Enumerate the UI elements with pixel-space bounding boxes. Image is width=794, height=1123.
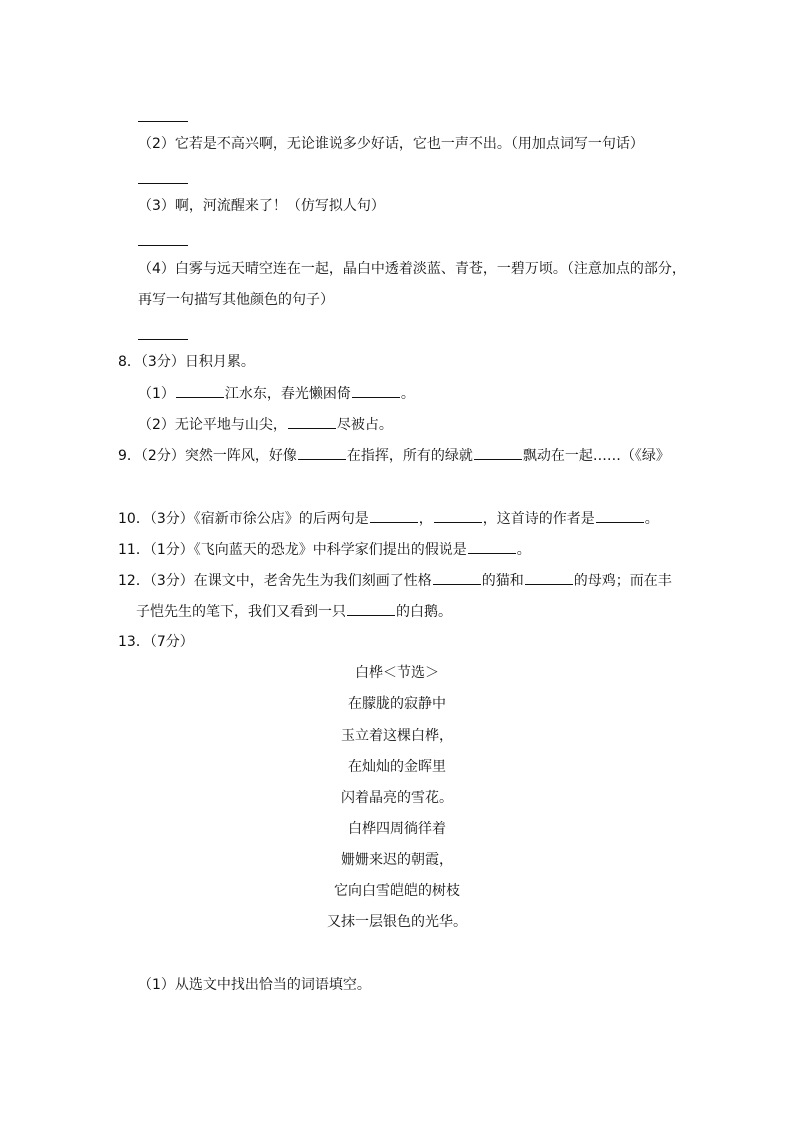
blank[interactable] — [288, 414, 336, 429]
q11-text-a: 11．（1分）《飞向蓝天的恐龙》中科学家们提出的假说是 — [118, 542, 467, 558]
blank[interactable] — [352, 383, 400, 398]
q12-line2 — [136, 601, 452, 622]
q7-sub3: （3）啊，河流醒来了！（仿写拟人句） — [138, 198, 385, 214]
blank[interactable] — [596, 508, 644, 523]
poem-line: 玉立着这棵白桦， — [341, 728, 453, 744]
poem-title: 白桦＜节选＞ — [355, 665, 439, 681]
q8-sub2 — [138, 414, 393, 435]
blank[interactable] — [176, 383, 224, 398]
q12-line1 — [118, 570, 672, 591]
q13-stem: 13．（7分） — [118, 634, 194, 650]
answer-line[interactable] — [138, 183, 188, 184]
q11-text-b: 。 — [516, 542, 531, 558]
blank[interactable] — [298, 445, 346, 460]
blank[interactable] — [525, 570, 573, 585]
q8-sub1-end: 。 — [400, 386, 415, 402]
q7-sub4-line2: 再写一句描写其他颜色的句子） — [138, 292, 334, 308]
blank[interactable] — [474, 445, 522, 460]
answer-line[interactable] — [138, 245, 188, 246]
q10-text-a: 10．（3分）《宿新市徐公店》的后两句是 — [118, 511, 369, 527]
blank[interactable] — [468, 539, 516, 554]
poem-line: 白桦四周徜徉着 — [348, 821, 446, 837]
answer-line[interactable] — [138, 121, 188, 122]
poem-line: 姗姗来迟的朝霞， — [341, 852, 453, 868]
q8-sub2-text: （2）无论平地与山尖， — [138, 417, 287, 433]
blank[interactable] — [347, 601, 395, 616]
blank[interactable] — [370, 508, 418, 523]
q12-text-a: 12．（3分）在课文中，老舍先生为我们刻画了性格 — [118, 573, 432, 589]
q10-text-c: ，这首诗的作者是 — [482, 511, 595, 527]
blank[interactable] — [434, 508, 482, 523]
poem-line: 在灿灿的金晖里 — [348, 759, 446, 775]
q8-sub2-end: 尽被占。 — [336, 417, 393, 433]
q8-stem: 8．（3分）日积月累。 — [118, 354, 255, 370]
poem-line: 它向白雪皑皑的树枝 — [334, 883, 460, 899]
q9-text-b: 在指挥，所有的绿就 — [346, 448, 473, 464]
q10-text-b: ， — [418, 511, 433, 527]
blank[interactable] — [433, 570, 481, 585]
q12-text-e: 的白鹅。 — [396, 604, 452, 620]
q9-text-a: 9．（2分）突然一阵风，好像 — [118, 448, 297, 464]
poem-line: 又抹一层银色的光华。 — [327, 914, 467, 930]
q10 — [118, 508, 659, 529]
q7-sub2: （2）它若是不高兴啊，无论谁说多少好话，它也一声不出。（用加点词写一句话） — [138, 136, 644, 152]
poem-line: 闪着晶亮的雪花。 — [341, 790, 453, 806]
q13-sub1: （1）从选文中找出恰当的词语填空。 — [138, 977, 371, 993]
q12-text-d: 子恺先生的笔下，我们又看到一只 — [136, 604, 346, 620]
q8-sub1 — [138, 383, 415, 404]
answer-line[interactable] — [138, 339, 188, 340]
poem-line: 在朦胧的寂静中 — [348, 696, 446, 712]
q8-sub1-label: （1） — [138, 386, 175, 402]
q9 — [118, 445, 670, 466]
q7-sub4-line1: （4）白雾与远天晴空连在一起，晶白中透着淡蓝、青苍，一碧万顷。（注意加点的部分， — [138, 261, 686, 277]
q12-text-c: 的母鸡；而在丰 — [573, 573, 672, 589]
q9-text-c: 飘动在一起……（《绿》 — [522, 448, 670, 464]
q8-sub1-text: 江水东，春光懒困倚 — [224, 386, 351, 402]
q10-text-d: 。 — [644, 511, 659, 527]
q11 — [118, 539, 531, 560]
q12-text-b: 的猫和 — [481, 573, 524, 589]
